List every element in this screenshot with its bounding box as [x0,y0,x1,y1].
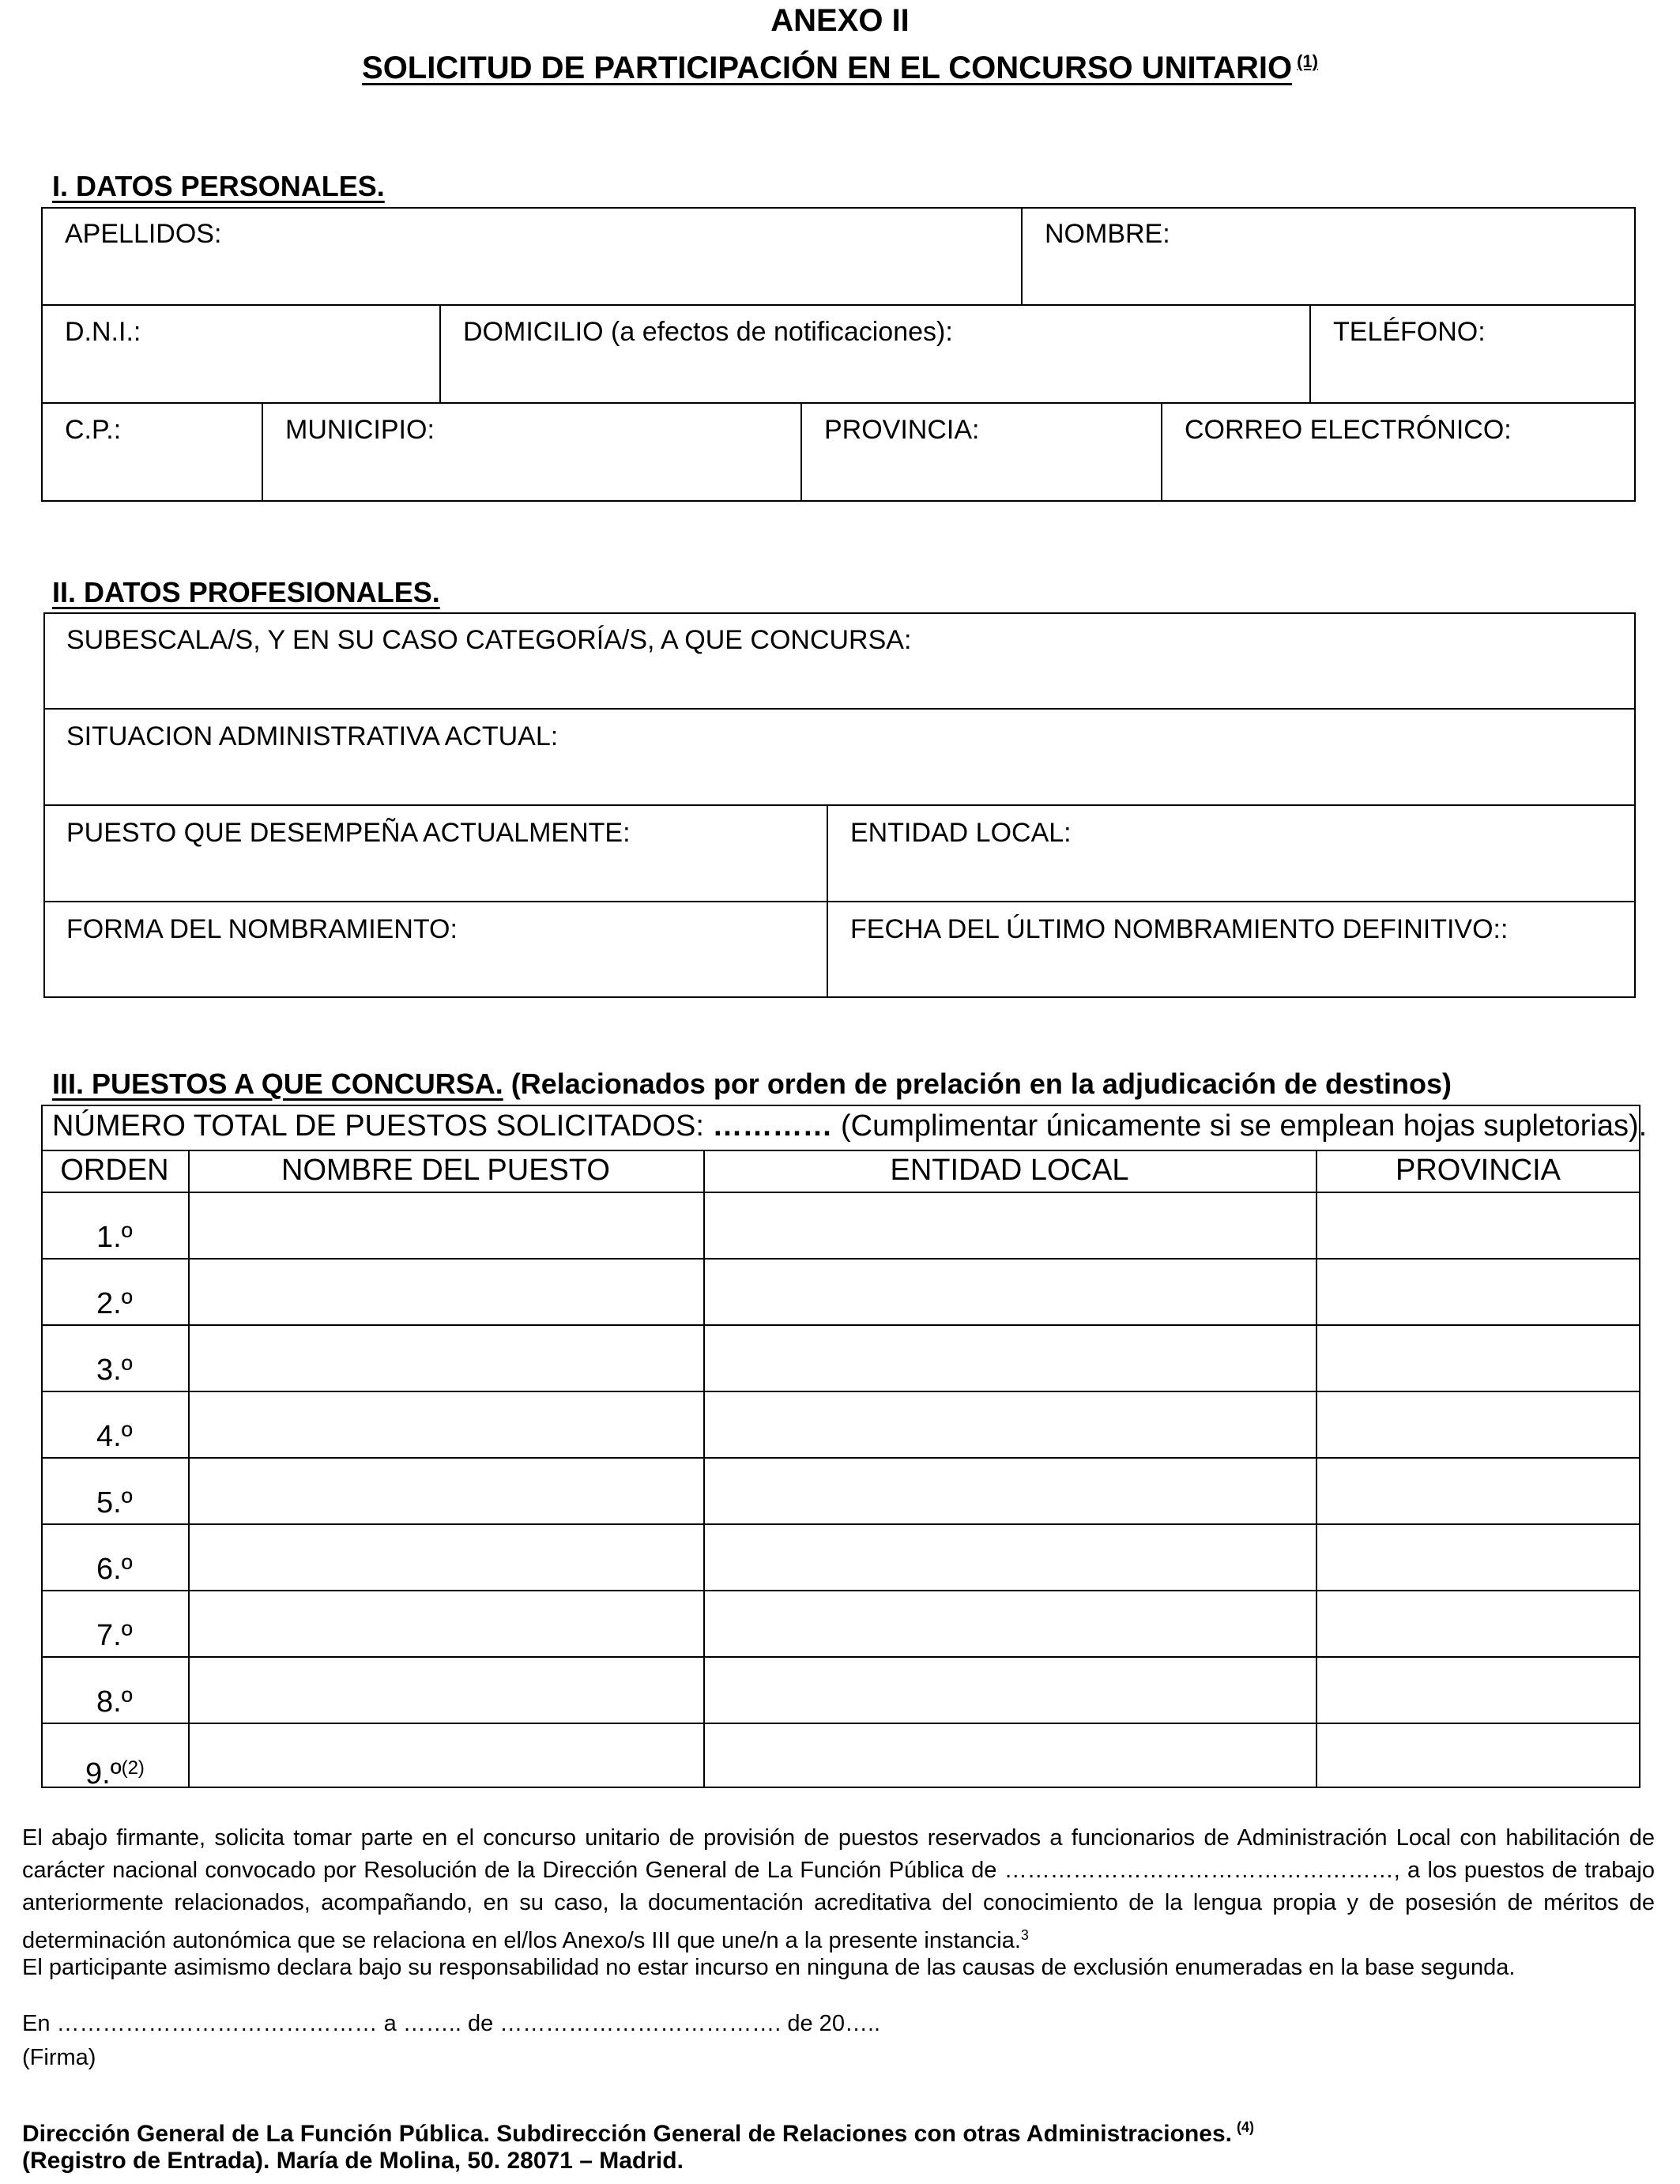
form-title [0,40,1680,90]
section-professional-heading: II. DATOS PROFESIONALES. [52,576,440,608]
table-row-order-last: 9.º$^{(2)}$ [85,1757,145,1791]
section-posts-heading: III. PUESTOS A QUE CONCURSA. (Relacionados por orden de prelación en la adjudicación de destinos) [52,1068,1452,1100]
table-row-order: 5.º [96,1486,133,1519]
posts-table [41,1105,1640,1788]
provincia-field[interactable]: PROVINCIA: [824,415,980,445]
nombre-field[interactable]: NOMBRE: [1045,219,1170,249]
table-row-order: 1.º [96,1221,133,1254]
forma-nombramiento-field[interactable]: FORMA DEL NOMBRAMIENTO: [66,914,458,944]
correo-field[interactable]: CORREO ELECTRÓNICO: [1185,415,1512,445]
cp-field[interactable]: C.P.: [65,415,122,445]
column-entidad-local: ENTIDAD LOCAL [890,1154,1129,1187]
declaration-note: 3 [1020,1927,1029,1943]
declaration-paragraph-2: El participante asimismo declara bajo su responsabilidad no estar incurso en ninguna de las causas de exclusión enumeradas en la base segunda. [22,1955,1516,1980]
dni-field[interactable]: D.N.I.: [65,317,141,347]
section-posts-note: (Relacionados por orden de prelación en la adjudicación de destinos) [510,1068,1452,1100]
table-row-order: 3.º [96,1354,133,1387]
footer-note: (4) [1236,2119,1254,2135]
table-row-order: 7.º [96,1619,133,1652]
fecha-nombramiento-field[interactable]: FECHA DEL ÚLTIMO NOMBRAMIENTO DEFINITIVO:: [850,914,1509,944]
annex-label: ANEXO II [770,3,910,38]
subescala-field[interactable]: SUBESCALA/S, Y EN SU CASO CATEGORÍA/S, A QUE CONCURSA: [66,625,912,655]
domicilio-field[interactable]: DOMICILIO (a efectos de notificaciones): [463,317,953,347]
telefono-field[interactable]: TELÉFONO: [1333,317,1486,347]
column-orden: ORDEN [60,1154,169,1187]
footer-address-line2: (Registro de Entrada). María de Molina, 50. 28071 – Madrid. [22,2148,684,2174]
column-provincia: PROVINCIA [1395,1154,1561,1187]
form-title-note: (1) [1297,51,1318,71]
total-posts-note: (Cumplimentar únicamente si se emplean hojas supletorias). [841,1109,1648,1143]
declaration-paragraph: El abajo firmante, solicita tomar parte en el concurso unitario de provisión de puestos reservados a funcionarios de Administración Local con habilitación de carácter nacional convocado por Resolución de la Dirección General de La Función Pública de ……………………………………………, a los puestos de trabajo anteriormente relacionados, acompañando, en su caso, la documentación acreditativa del conocimiento de la lengua propia y de posesión de méritos de determinación autonómica que se relaciona en el/los Anexo/s III que une/n a la presente instancia.$^3$ [22,1825,1655,1953]
total-posts-row [52,1107,1647,1145]
table-row-order: 4.º [96,1420,133,1453]
signature-firma[interactable]: (Firma) [22,2045,96,2070]
entidad-local-field[interactable]: ENTIDAD LOCAL: [850,818,1072,848]
table-row-order: 6.º [96,1553,133,1586]
table-row-order: 2.º [96,1287,133,1320]
signature-place-date[interactable]: En …………………………………… a …….. de ………………………………. de 20….. [22,2011,881,2036]
puesto-actual-field[interactable]: PUESTO QUE DESEMPEÑA ACTUALMENTE: [66,818,631,848]
section-personal-heading: I. DATOS PERSONALES. [52,170,385,202]
table-row-order: 8.º [96,1685,133,1719]
situacion-field[interactable]: SITUACION ADMINISTRATIVA ACTUAL: [66,721,559,751]
personal-data-box [41,207,1636,502]
total-posts-value[interactable]: ………… [712,1109,833,1143]
last-row-note: (2) [121,1757,145,1779]
footer-address-line1: Dirección General de La Función Pública. Subdirección General de Relaciones con otras Administraciones. $^{(4)}$ [22,2119,1254,2147]
apellidos-field[interactable]: APELLIDOS: [65,219,222,249]
column-nombre-puesto: NOMBRE DEL PUESTO [281,1154,610,1187]
form-title-text: SOLICITUD DE PARTICIPACIÓN EN EL CONCURSO UNITARIO [362,51,1293,85]
total-posts-label: NÚMERO TOTAL DE PUESTOS SOLICITADOS: [52,1109,704,1143]
municipio-field[interactable]: MUNICIPIO: [285,415,435,445]
